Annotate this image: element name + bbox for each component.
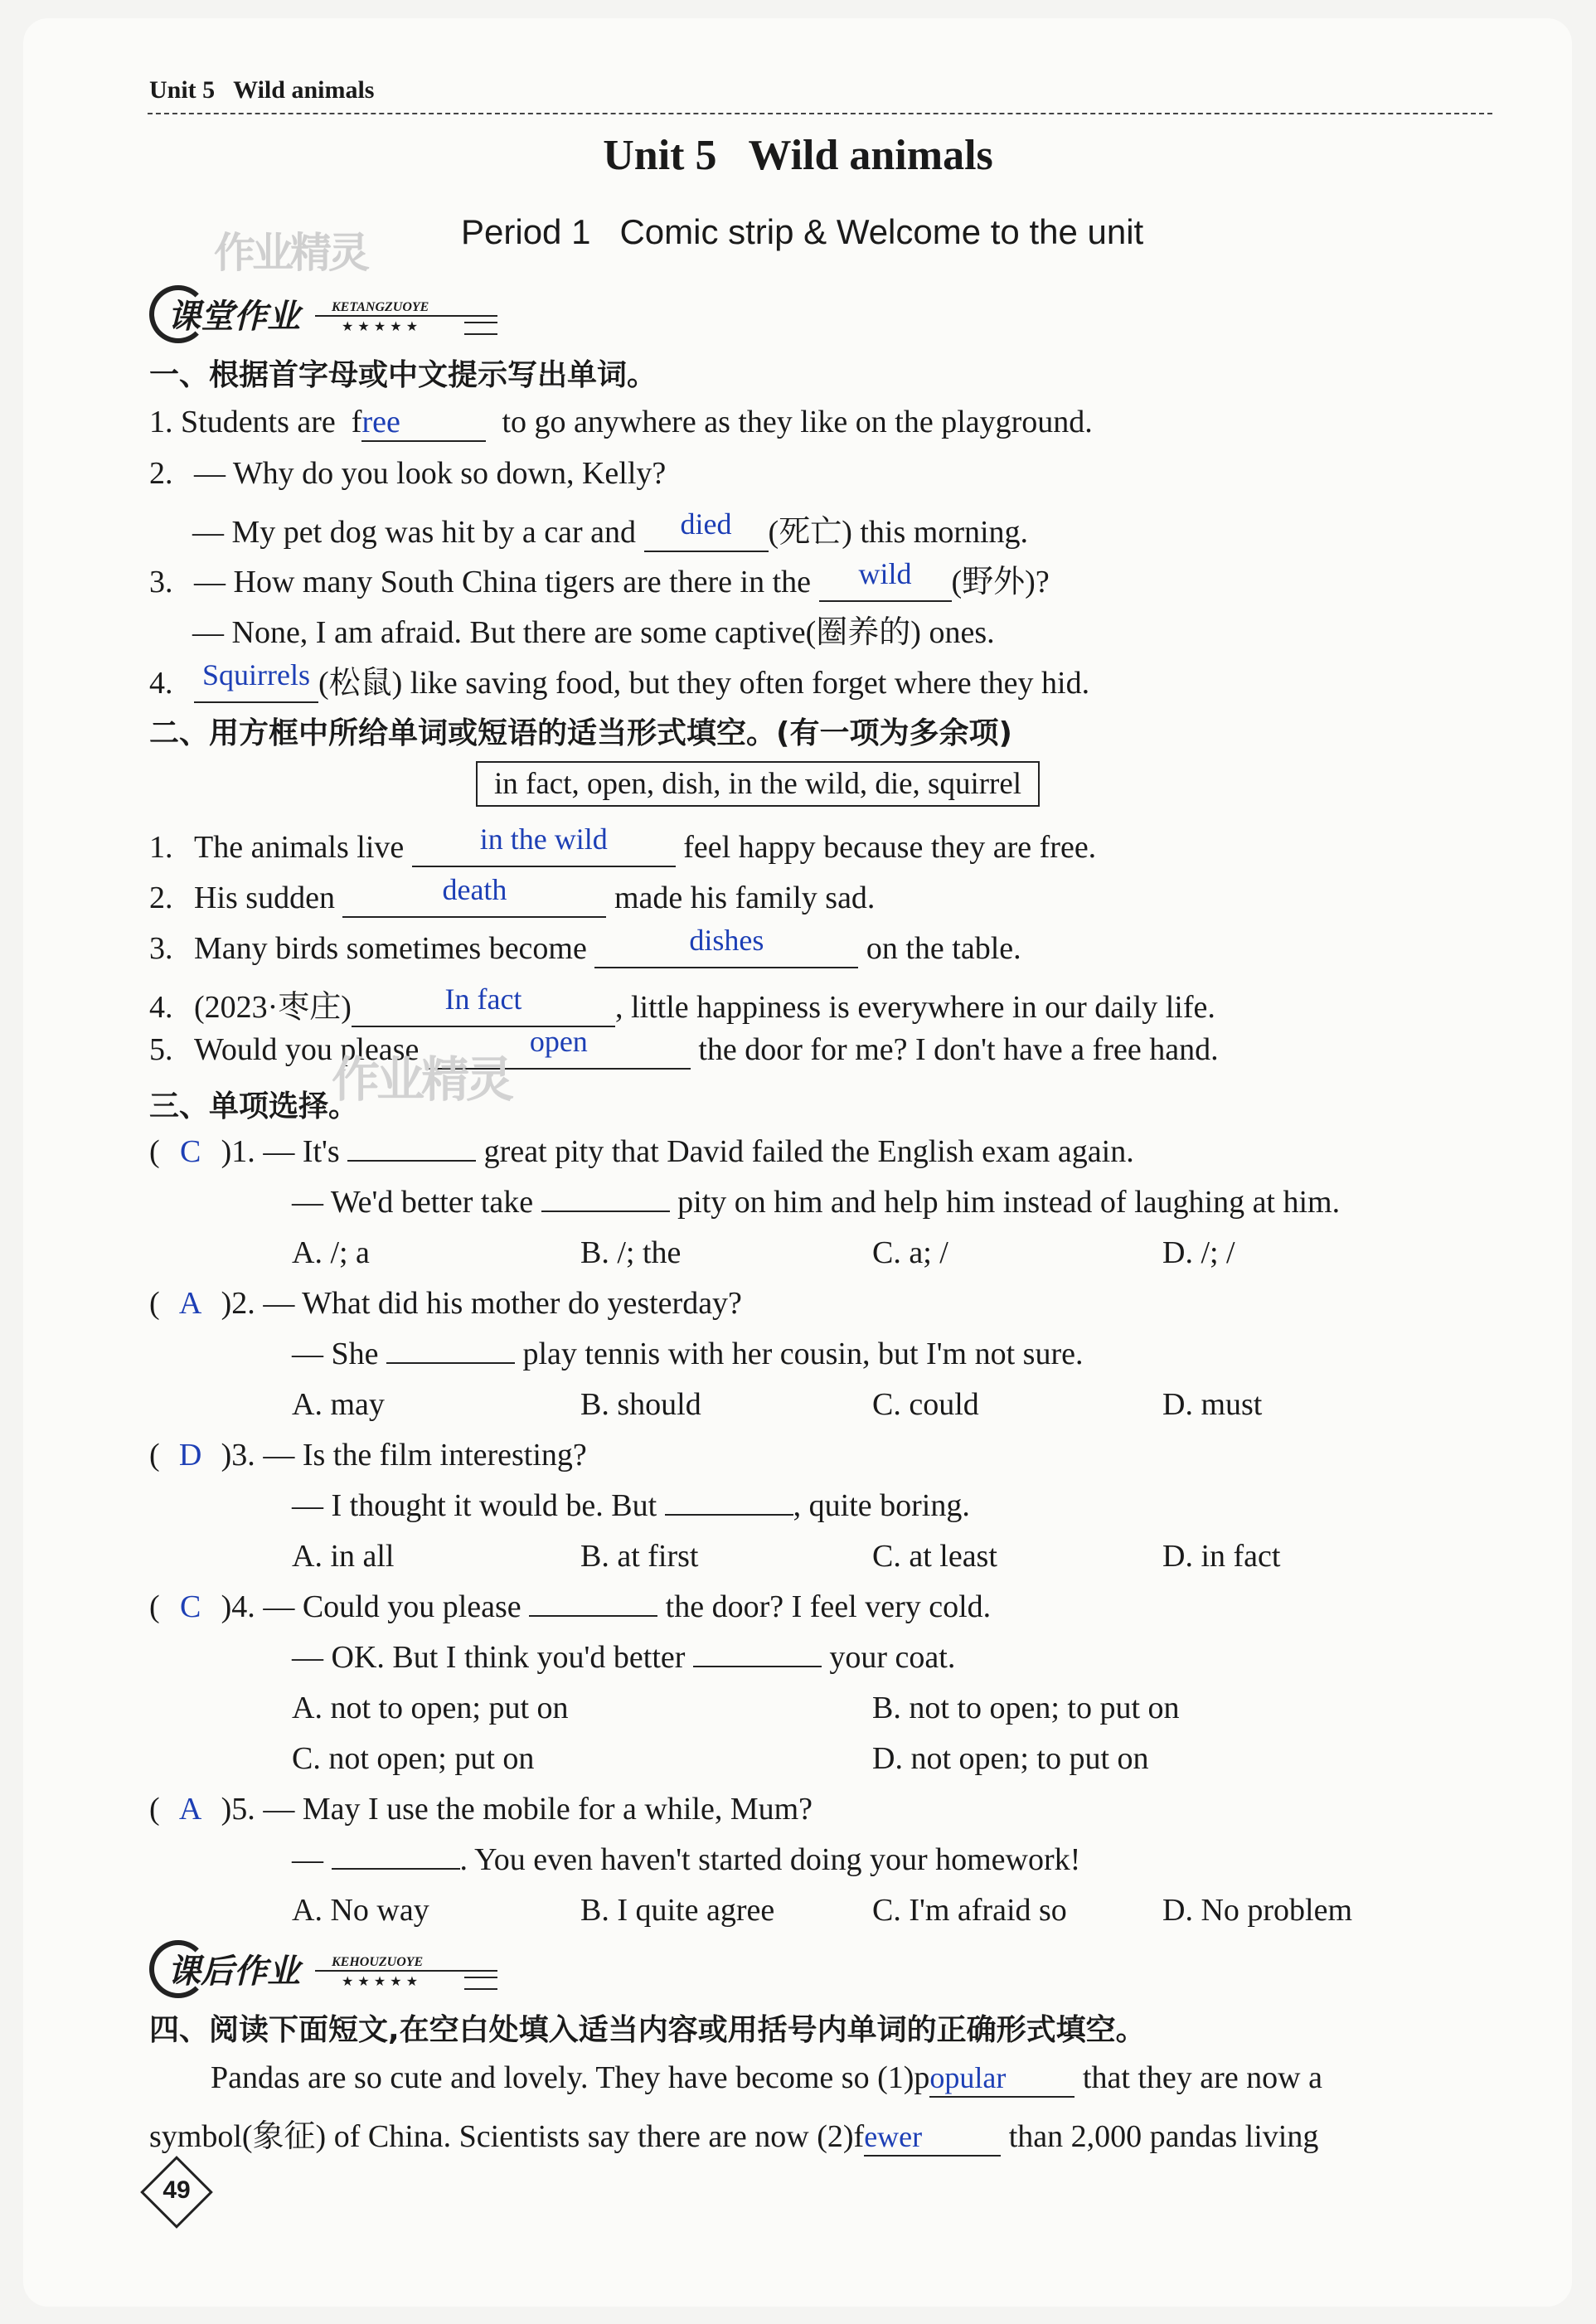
p1-q3-line1: [149, 556, 1050, 602]
option-b: B. not to open; to put on: [872, 1691, 1180, 1725]
q-number: 3.: [149, 931, 173, 966]
running-header: Unit 5 Wild animals: [149, 76, 375, 104]
q-text: on the table.: [858, 931, 1021, 966]
badge-speed-lines: [464, 1977, 497, 1990]
option-b: B. should: [580, 1387, 701, 1422]
handwritten-answer: dishes: [689, 924, 764, 957]
badge-classwork-sub: KETANGZUOYE: [332, 300, 429, 314]
q-text: (死亡) this morning.: [768, 515, 1029, 550]
q-number: )4.: [221, 1589, 255, 1624]
passage-text: Pandas are so cute and lovely. They have become so (1)p: [211, 2060, 930, 2095]
q-number: 2.: [149, 881, 173, 915]
q-text: (2023·枣庄): [194, 990, 352, 1025]
p2-item-2: [149, 873, 876, 918]
answer-blank: [864, 2118, 1001, 2157]
paren: (: [149, 1438, 160, 1473]
q-text: — May I use the mobile for a while, Mum?: [263, 1792, 813, 1827]
handwritten-answer: In fact: [444, 982, 522, 1016]
q-text: — She: [292, 1337, 386, 1371]
p2-item-3: [149, 924, 1021, 968]
q-text: the door? I feel very cold.: [657, 1589, 992, 1624]
p1-q2-line1: [149, 455, 666, 492]
q-number: )2.: [221, 1286, 255, 1321]
q-text: — I thought it would be. But: [292, 1488, 665, 1523]
answer-blank: [347, 1160, 476, 1162]
option-a: A. may: [292, 1387, 385, 1422]
mc-q2-line2: [292, 1336, 1083, 1372]
q-text: — Could you please: [263, 1589, 530, 1624]
q-text: — It's: [263, 1134, 348, 1169]
q-text: (野外)?: [951, 565, 1050, 599]
q-text: play tennis with her cousin, but I'm not sure.: [515, 1337, 1084, 1371]
q-text: great pity that David failed the English exam again.: [476, 1134, 1134, 1169]
option-d: D. /; /: [1162, 1235, 1235, 1270]
q-text: Would you please: [194, 1032, 427, 1067]
handwritten-answer: opular: [929, 2061, 1007, 2094]
handwritten-answer: death: [442, 873, 507, 906]
q-text: pity on him and help him instead of laughing at him.: [669, 1185, 1341, 1220]
q-text: — How many South China tigers are there in the: [194, 565, 819, 599]
mc-q4-line1: [149, 1589, 991, 1625]
q-text: — My pet dog was hit by a car and: [192, 515, 644, 550]
handwritten-answer: ree: [361, 405, 400, 439]
p1-q1: [149, 404, 1093, 442]
answer-blank: [386, 1362, 515, 1364]
answer-blank: [352, 982, 615, 1027]
answer-blank: [665, 1514, 793, 1516]
q-number: 4.: [149, 990, 173, 1025]
q-number: 1.: [149, 830, 173, 865]
handwritten-answer: open: [529, 1025, 588, 1058]
q-number: 2.: [149, 456, 173, 491]
mc-answer: A: [178, 1286, 202, 1321]
option-d: D. No problem: [1162, 1893, 1353, 1928]
option-a: A. /; a: [292, 1235, 370, 1270]
mc-q2-options: [0, 1386, 1596, 1428]
option-a: A. No way: [292, 1893, 429, 1928]
word-box: in fact, open, dish, in the wild, die, squirrel: [476, 761, 1040, 807]
answer-blank: [541, 1211, 670, 1212]
mc-answer: C: [179, 1589, 201, 1624]
part3-heading: 三、单项选择。: [149, 1089, 359, 1123]
part1-heading: 一、根据首字母或中文提示写出单词。: [149, 358, 657, 392]
mc-q4-line2: [292, 1639, 955, 1676]
p2-item-1: [149, 822, 1097, 867]
handwritten-answer: ewer: [864, 2120, 923, 2153]
p1-q3-line2: [192, 606, 995, 652]
badge-classwork-text: 课堂作业: [167, 298, 300, 335]
badge-classwork-stars: ★ ★ ★ ★ ★: [342, 318, 419, 334]
q-text: The animals live: [194, 830, 412, 865]
q-text: the door for me? I don't have a free hand.: [690, 1032, 1219, 1067]
badge-classwork: [149, 282, 514, 340]
q-text: —: [292, 1842, 332, 1877]
answer-blank: [594, 924, 858, 968]
q-text: — Why do you look so down, Kelly?: [194, 456, 667, 491]
q-number: )5.: [221, 1792, 255, 1827]
badge-homework: [149, 1937, 514, 1995]
option-b: B. I quite agree: [580, 1893, 775, 1928]
q-text: , little happiness is everywhere in our daily life.: [614, 990, 1215, 1025]
q-text: Many birds sometimes become: [194, 931, 595, 966]
answer-blank: [644, 507, 769, 552]
q-text: — OK. But I think you'd better: [292, 1640, 693, 1675]
paren: (: [149, 1589, 160, 1624]
passage-text: that they are now a: [1075, 2060, 1322, 2095]
q-text: feel happy because they are free.: [675, 830, 1097, 865]
answer-blank: [529, 1615, 657, 1617]
period-title: Period 1 Comic strip & Welcome to the unit: [461, 212, 1144, 251]
mc-q2-line1: [149, 1285, 742, 1322]
q-text: — We'd better take: [292, 1185, 541, 1220]
mc-q5-options: [0, 1892, 1596, 1933]
badge-homework-text: 课后作业: [167, 1953, 300, 1990]
answer-blank: [342, 873, 606, 918]
q-number: 3.: [149, 565, 173, 599]
header-divider: [148, 113, 1492, 114]
page-number: 49: [163, 2176, 191, 2204]
passage-text: than 2,000 pandas living: [1001, 2119, 1319, 2154]
p4-line2: [149, 2110, 1318, 2157]
option-d: D. must: [1162, 1387, 1263, 1422]
paren: (: [149, 1286, 160, 1321]
part4-heading: 四、阅读下面短文,在空白处填入适当内容或用括号内单词的正确形式填空。: [149, 2013, 1146, 2047]
q-number: )1.: [221, 1134, 255, 1169]
option-d: D. in fact: [1162, 1539, 1281, 1574]
paren: (: [149, 1792, 160, 1827]
mc-answer: A: [178, 1792, 202, 1827]
option-a: A. not to open; put on: [292, 1691, 569, 1725]
handwritten-answer: wild: [858, 557, 912, 590]
option-d: D. not open; to put on: [872, 1741, 1149, 1776]
q-text: your coat.: [821, 1640, 956, 1675]
q-text: — Is the film interesting?: [263, 1438, 587, 1473]
p1-q4: [149, 657, 1089, 703]
q-text: . You even haven't started doing your homework!: [459, 1842, 1081, 1877]
q-text: — What did his mother do yesterday?: [263, 1286, 742, 1321]
q-number: 4.: [149, 666, 173, 701]
answer-blank: [194, 658, 318, 703]
answer-blank: [412, 822, 676, 867]
mc-q3-line1: [149, 1437, 587, 1473]
badge-homework-sub: KEHOUZUOYE: [332, 1955, 424, 1969]
badge-speed-lines: [464, 322, 497, 335]
option-c: C. I'm afraid so: [872, 1893, 1067, 1928]
answer-blank: [929, 2060, 1075, 2098]
mc-q1-line1: [149, 1133, 1134, 1170]
p2-item-4: [149, 981, 1215, 1027]
q-number: 1.: [149, 405, 173, 439]
answer-blank: [693, 1666, 822, 1667]
p2-item-5: [149, 1025, 1219, 1070]
q-text: , quite boring.: [793, 1488, 970, 1523]
q-text: made his family sad.: [606, 881, 876, 915]
option-b: B. at first: [580, 1539, 699, 1574]
option-c: C. a; /: [872, 1235, 948, 1270]
answer-blank: [819, 557, 952, 602]
q-text: to go anywhere as they like on the playground.: [486, 405, 1093, 439]
answer-blank: [332, 1868, 460, 1870]
handwritten-answer: died: [680, 507, 732, 541]
mc-answer: D: [178, 1438, 202, 1473]
mc-q1-line2: [292, 1184, 1340, 1220]
paren: (: [149, 1134, 160, 1169]
badge-homework-stars: ★ ★ ★ ★ ★: [342, 1973, 419, 1989]
mc-q5-line2: [292, 1841, 1080, 1878]
watermark-2: 作业精灵: [332, 1053, 512, 1107]
q-number: 5.: [149, 1032, 173, 1067]
mc-q5-line1: [149, 1791, 813, 1827]
part2-heading: 二、用方框中所给单词或短语的适当形式填空。(有一项为多余项): [149, 716, 1012, 750]
q-text: His sudden: [194, 881, 343, 915]
q-number: )3.: [221, 1438, 255, 1473]
option-a: A. in all: [292, 1539, 395, 1574]
handwritten-answer: in the wild: [479, 822, 608, 856]
mc-answer: C: [179, 1134, 201, 1169]
mc-q3-options: [0, 1538, 1596, 1579]
option-b: B. /; the: [580, 1235, 682, 1270]
option-c: C. could: [872, 1387, 979, 1422]
mc-q1-options: [0, 1235, 1596, 1276]
badge-underline: [315, 1970, 497, 1972]
mc-q4-options-row1: [0, 1690, 1596, 1731]
p1-q2-line2: [192, 506, 1028, 552]
q-text: — None, I am afraid. But there are some captive(圈养的) ones.: [192, 615, 995, 650]
badge-underline: [315, 315, 497, 317]
answer-blank: [361, 404, 486, 442]
q-text: Students are f: [181, 405, 362, 439]
page-title: Unit 5 Wild animals: [603, 132, 993, 179]
passage-text: symbol(象征) of China. Scientists say there are now (2)f: [149, 2119, 865, 2154]
option-c: C. at least: [872, 1539, 997, 1574]
watermark: 作业精灵: [214, 230, 366, 276]
p4-line1: [211, 2060, 1322, 2098]
mc-q4-options-row2: [0, 1740, 1596, 1782]
q-text: (松鼠) like saving food, but they often forget where they hid.: [318, 666, 1090, 701]
mc-q3-line2: [292, 1487, 970, 1524]
option-c: C. not open; put on: [292, 1741, 535, 1776]
handwritten-answer: Squirrels: [202, 658, 310, 691]
